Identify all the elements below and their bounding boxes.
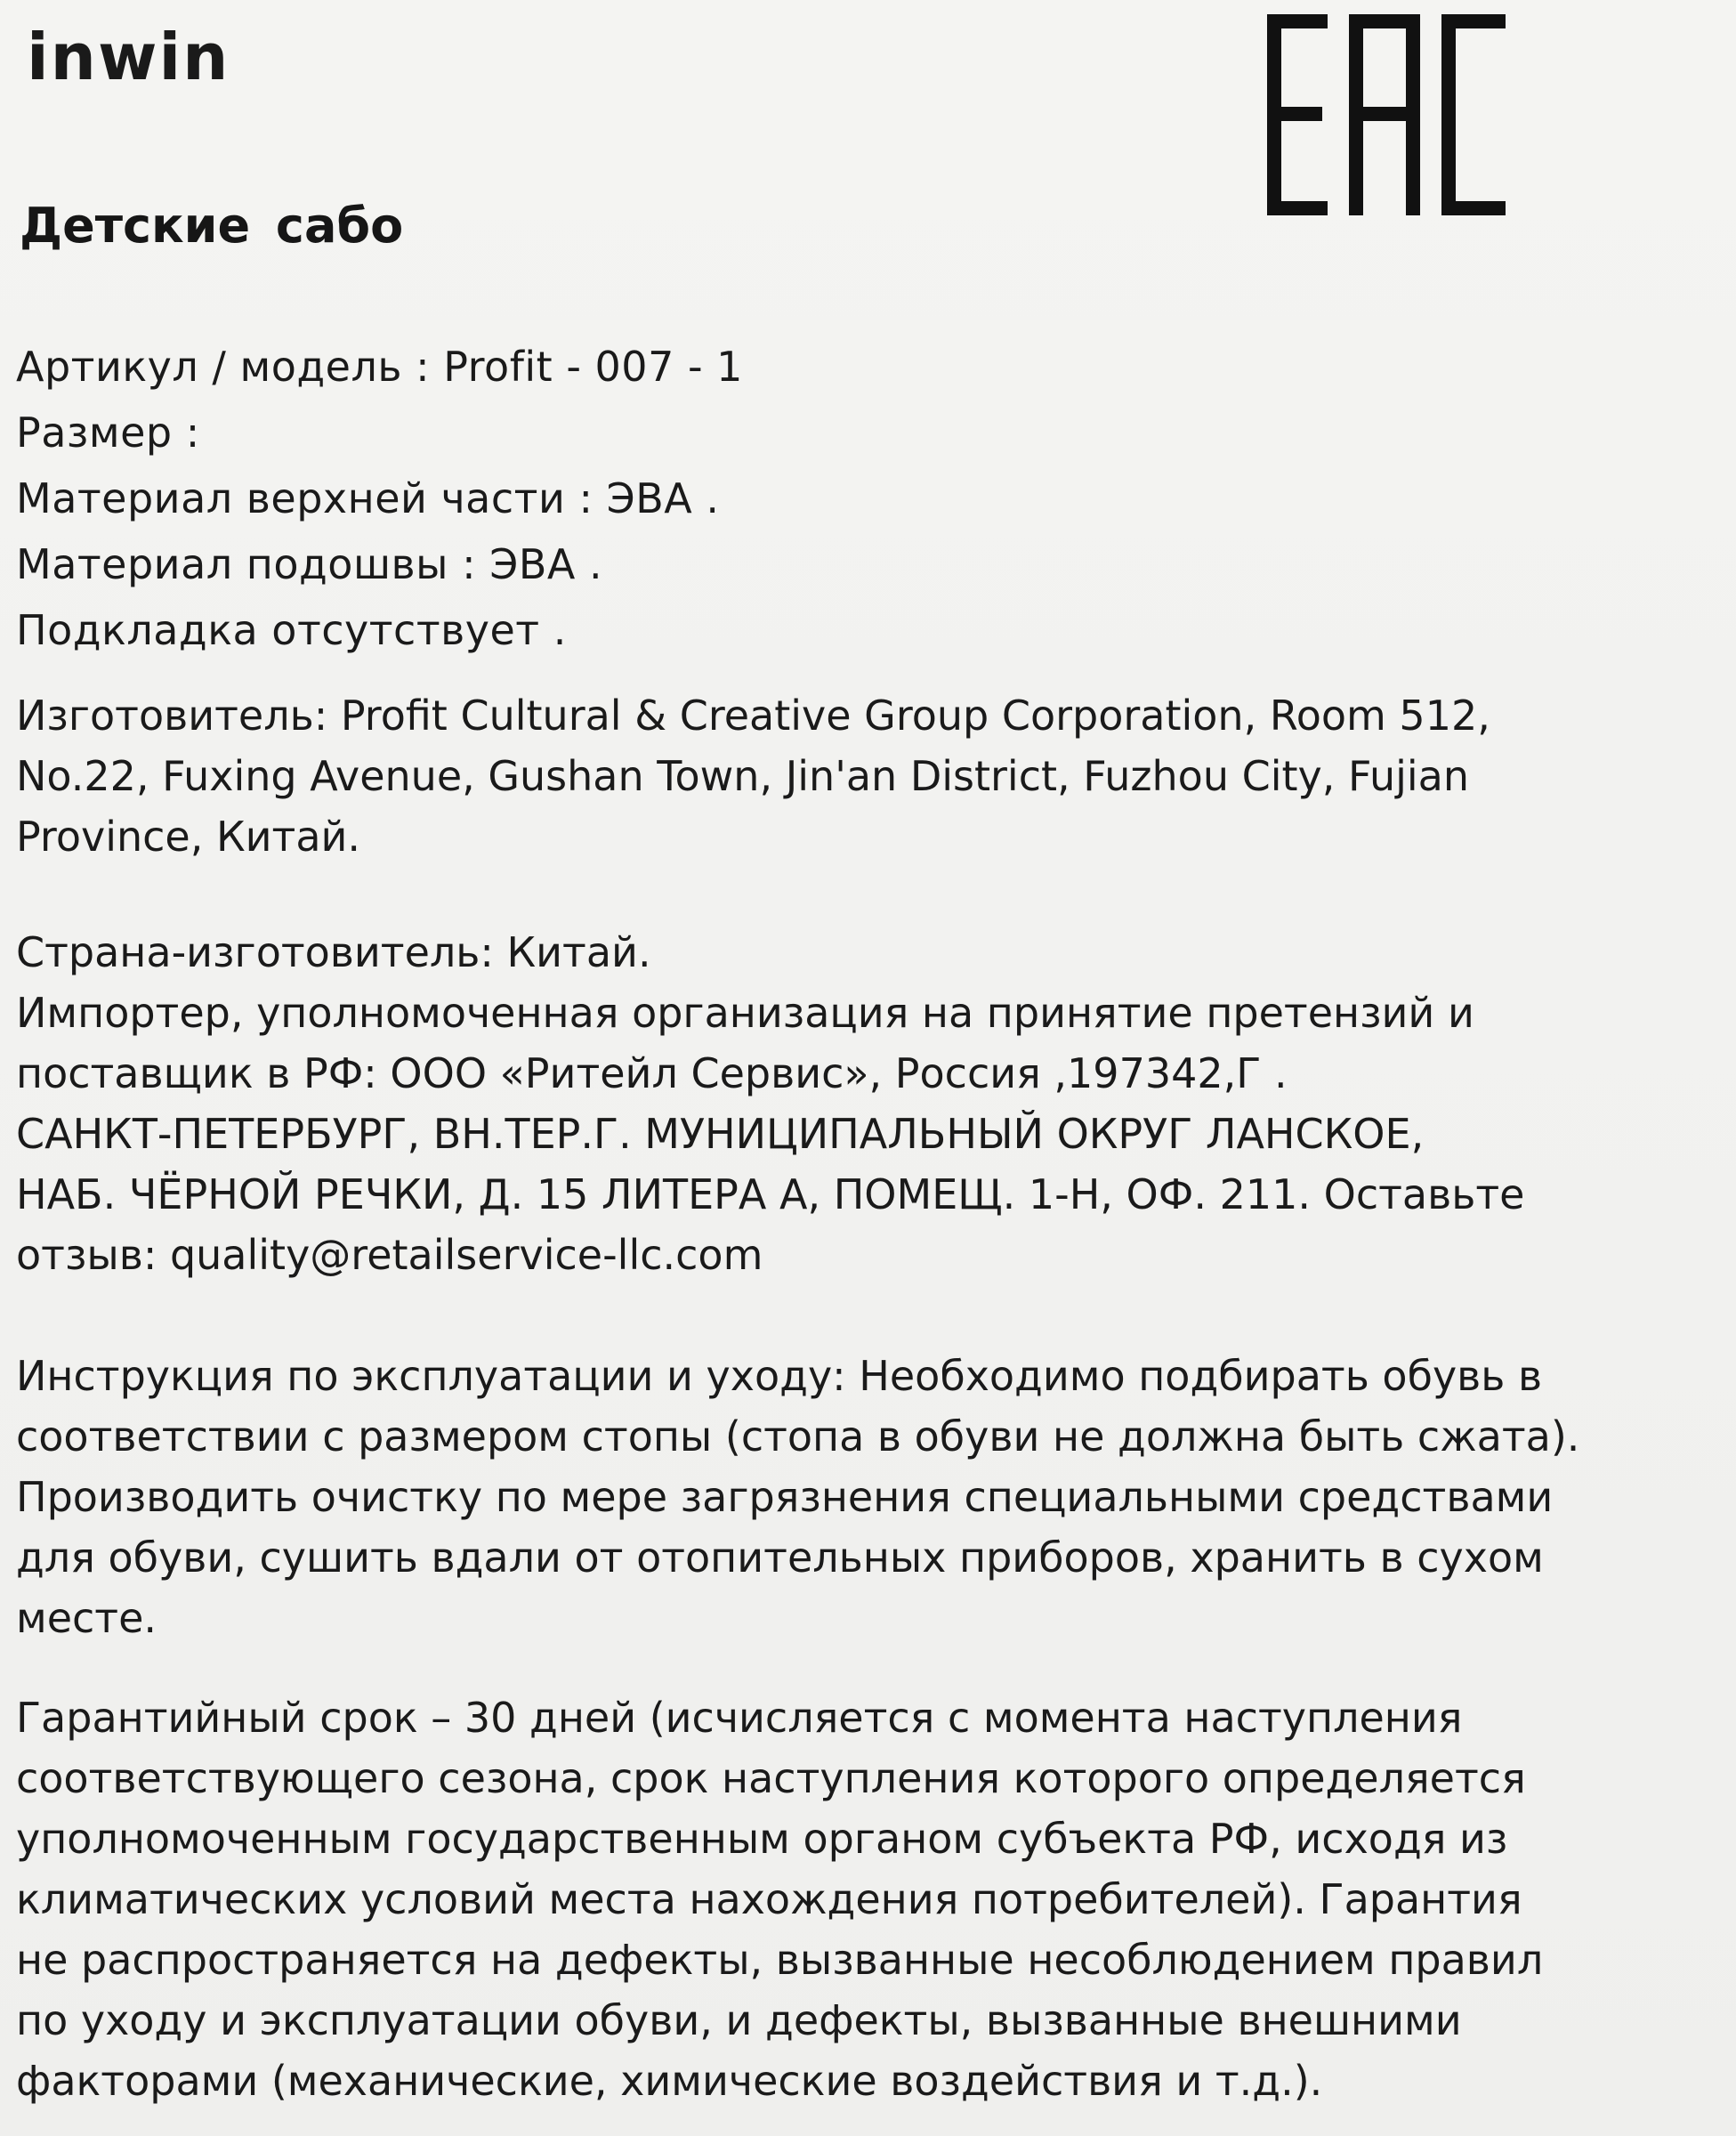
warranty-line: по уходу и эксплуатации обуви, и дефекты, вызванные внешними xyxy=(16,1996,1462,2044)
spec-size: Размер : xyxy=(16,409,200,457)
warranty-line: соответствующего сезона, срок наступления которого определяется xyxy=(16,1754,1526,1802)
manufacturer-line: Изготовитель: Profit Cultural & Creative Group Corporation, Room 512, xyxy=(16,692,1490,740)
manufacturer-info xyxy=(16,685,1707,867)
manufacturer-line: Province, Китай. xyxy=(16,813,361,861)
instructions-line: Инструкция по эксплуатации и уходу: Необходимо подбирать обувь в xyxy=(16,1352,1543,1400)
instructions-line: соответствии с размером стопы (стопа в обуви не должна быть сжата). xyxy=(16,1412,1580,1460)
importer-line: Страна-изготовитель: Китай. xyxy=(16,928,651,976)
spec-sole-material: Материал подошвы : ЭВА . xyxy=(16,540,603,588)
warranty-line: климатических условий места нахождения потребителей). Гарантия xyxy=(16,1875,1522,1923)
importer-line: САНКТ-ПЕТЕРБУРГ, ВН.ТЕР.Г. МУНИЦИПАЛЬНЫЙ ОКРУГ ЛАНСКОЕ, xyxy=(16,1110,1425,1158)
spec-lining: Подкладка отсутствует . xyxy=(16,606,567,654)
eac-certification-mark xyxy=(1262,9,1511,222)
manufacturer-line: No.22, Fuxing Avenue, Gushan Town, Jin'an District, Fuzhou City, Fujian xyxy=(16,752,1469,800)
warranty-line: Гарантийный срок – 30 дней (исчисляется с момента наступления xyxy=(16,1694,1463,1742)
product-specs xyxy=(16,334,1707,663)
warranty-line: факторами (механические, химические воздействия и т.д.). xyxy=(16,2057,1323,2105)
warranty-line: не распространяется на дефекты, вызванные несоблюдением правил xyxy=(16,1936,1544,1984)
spec-upper-material: Материал верхней части : ЭВА . xyxy=(16,474,720,522)
importer-line: отзыв: quality@retailservice-llc.com xyxy=(16,1231,763,1279)
instructions-line: для обуви, сушить вдали от отопительных приборов, хранить в сухом xyxy=(16,1533,1544,1582)
warranty-info xyxy=(16,1687,1707,2111)
importer-line: Импортер, уполномоченная организация на принятие претензий и xyxy=(16,989,1474,1037)
product-title: Детские сабо xyxy=(20,198,404,254)
importer-line: поставщик в РФ: ООО «Ритейл Сервис», Россия ,197342,Г . xyxy=(16,1049,1288,1097)
instructions-line: Производить очистку по мере загрязнения специальными средствами xyxy=(16,1473,1554,1521)
importer-line: НАБ. ЧЁРНОЙ РЕЧКИ, Д. 15 ЛИТЕРА А, ПОМЕЩ. 1-Н, ОФ. 211. Оставьте xyxy=(16,1170,1525,1218)
spec-article: Артикул / модель : Profit - 007 - 1 xyxy=(16,343,743,391)
warranty-line: уполномоченным государственным органом субъекта РФ, исходя из xyxy=(16,1815,1508,1863)
instructions-line: месте. xyxy=(16,1594,157,1642)
care-instructions xyxy=(16,1346,1707,1648)
brand-logo: inwin xyxy=(27,20,230,94)
importer-info xyxy=(16,922,1707,1285)
